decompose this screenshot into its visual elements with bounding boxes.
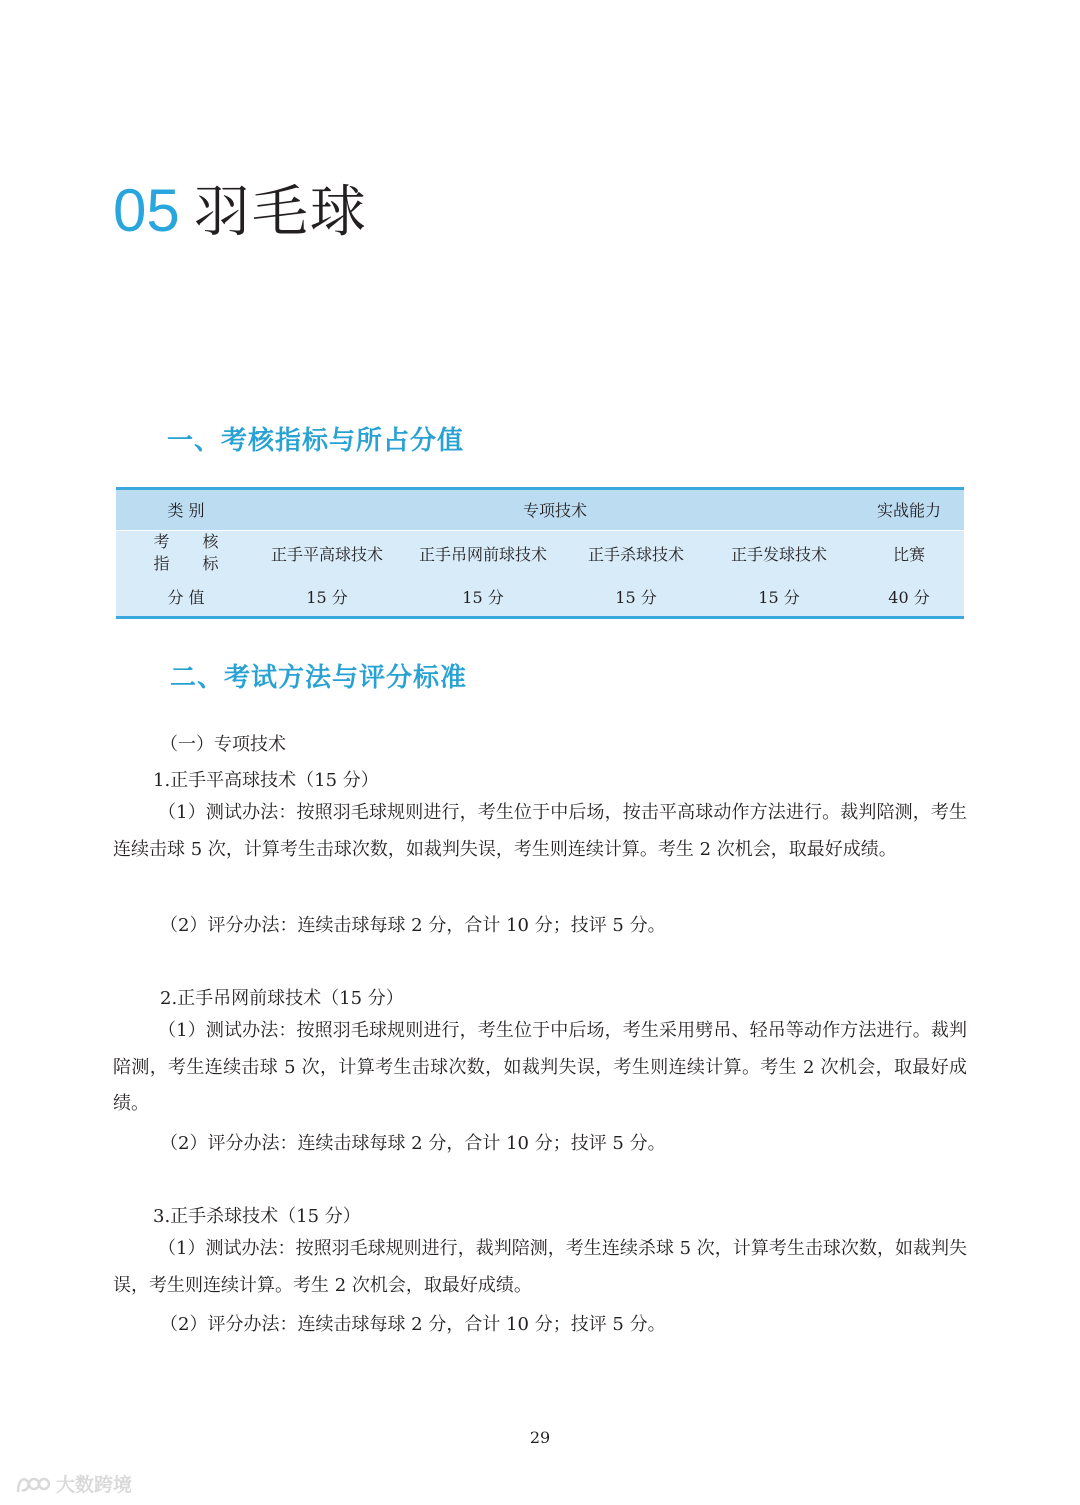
table-cell: 40 分 [888, 587, 930, 607]
table-cell: 正手吊网前球技术 [418, 544, 547, 564]
technique-group-header: 专项技术 [256, 490, 854, 530]
indicator-label: 考 核 指 标 [153, 532, 233, 574]
table-cell: 15 分 [306, 587, 348, 607]
section-heading-indicators: 一、考核指标与所占分值 [167, 426, 465, 456]
category-header: 类 别 [116, 490, 256, 530]
scoring-paragraph: （2）评分办法：连续击球每球 2 分，合计 10 分；技评 5 分。 [160, 915, 666, 936]
page-number: 29 [529, 1428, 551, 1447]
subsection-title: （一）专项技术 [160, 734, 286, 755]
test-method-paragraph: （1）测试办法：按照羽毛球规则进行，裁判陪测，考生连续杀球 5 次，计算考生击球次数，如裁判失误，考生则连续计算。考生 2 次机会，取最好成绩。 [113, 1238, 967, 1296]
test-method-paragraph: （1）测试办法：按照羽毛球规则进行，考生位于中后场，考生采用劈吊、轻吊等动作方法进行。裁判陪测，考生连续击球 5 次，计算考生击球次数，如裁判失误，考生则连续计算。考生 2 次机会，取最好成绩。 [113, 1020, 967, 1114]
table-cell: 15 分 [462, 587, 504, 607]
table-cell: 正手平高球技术 [270, 544, 383, 564]
item-title: 3.正手杀球技术（15 分） [153, 1206, 361, 1227]
item-title: 2.正手吊网前球技术（15 分） [160, 988, 404, 1009]
table-cell: 比赛 [893, 544, 926, 564]
scoring-paragraph: （2）评分办法：连续击球每球 2 分，合计 10 分；技评 5 分。 [160, 1314, 666, 1335]
section-heading-methods: 二、考试方法与评分标准 [170, 663, 468, 693]
table-cell: 正手发球技术 [731, 544, 828, 564]
table-cell: 正手杀球技术 [587, 544, 684, 564]
watermark-text: 大数跨境 [56, 1474, 133, 1496]
score-row [116, 576, 964, 616]
test-method-paragraph: （1）测试办法：按照羽毛球规则进行，考生位于中后场，按击平高球动作方法进行。裁判陪测，考生连续击球 5 次，计算考生击球次数，如裁判失误，考生则连续计算。考生 2 次机会，取最好成绩。 [113, 802, 967, 860]
item-title: 1.正手平高球技术（15 分） [153, 770, 379, 791]
chapter-number: 05 [113, 177, 180, 244]
scoring-paragraph: （2）评分办法：连续击球每球 2 分，合计 10 分；技评 5 分。 [160, 1133, 666, 1154]
table-header-row [116, 490, 964, 530]
score-table [116, 487, 964, 619]
indicator-row [116, 530, 964, 576]
table-cell: 15 分 [758, 587, 800, 607]
score-label: 分 值 [167, 587, 205, 607]
chapter-title [113, 168, 368, 248]
watermark-logo-icon [14, 1472, 50, 1496]
watermark [14, 1470, 132, 1497]
combat-header: 实战能力 [854, 490, 964, 530]
chapter-name: 羽毛球 [193, 180, 368, 245]
table-cell: 15 分 [615, 587, 657, 607]
